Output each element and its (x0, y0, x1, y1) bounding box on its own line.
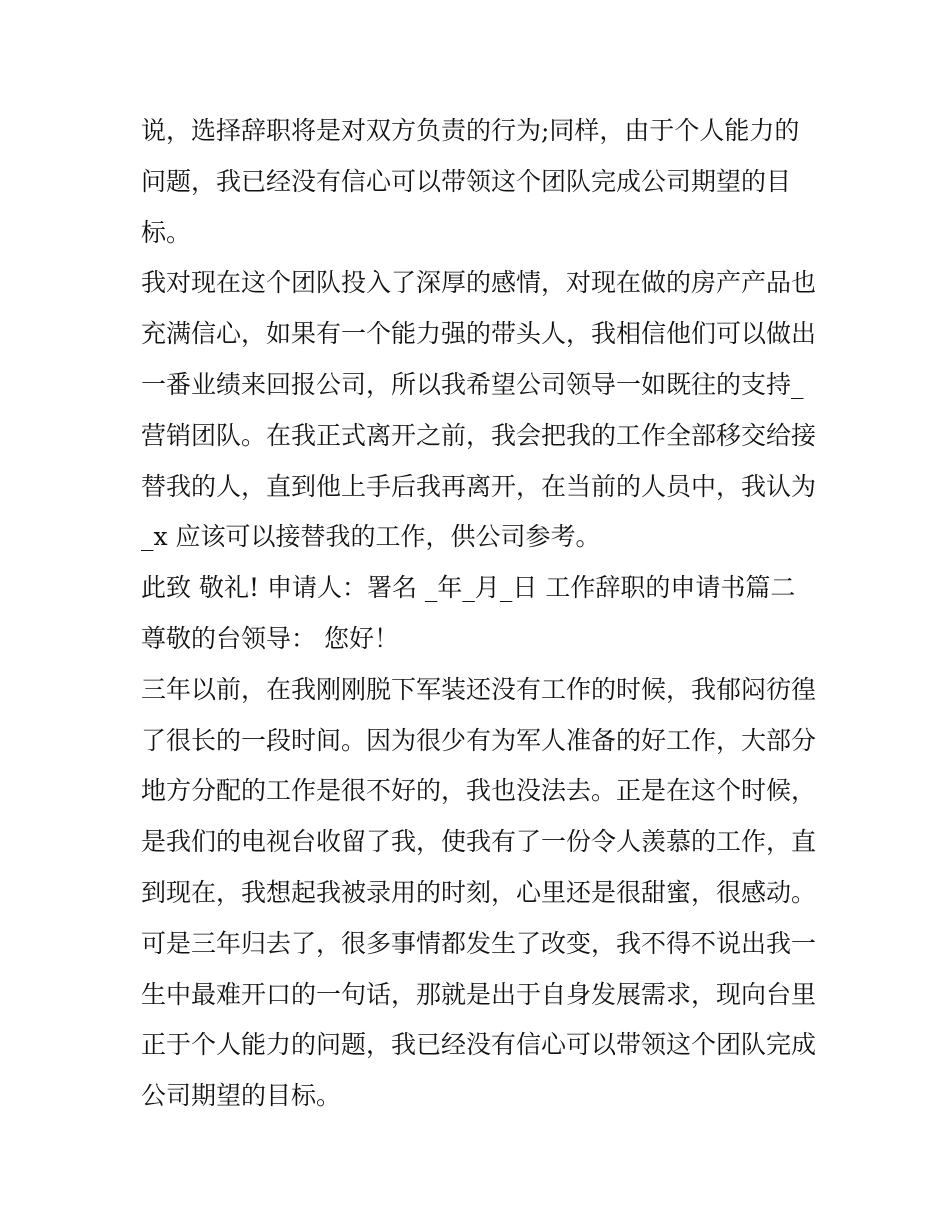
text-line: 生中最难开口的一句话，那就是出于自身发展需求，现向台里 (141, 979, 817, 1009)
text-line: 是我们的电视台收留了我，使我有了一份令人羡慕的工作，直 (141, 827, 817, 857)
text-line: 此致 敬礼! 申请人：署名 _年_月_日 工作辞职的申请书篇二 (141, 573, 796, 603)
text-line: 替我的人，直到他上手后我再离开，在当前的人员中，我认为 (141, 471, 817, 501)
text-line: 问题，我已经没有信心可以带领这个团队完成公司期望的目 (141, 166, 792, 196)
text-line: 到现在，我想起我被录用的时刻，心里还是很甜蜜，很感动。 (141, 877, 817, 907)
text-line: 了很长的一段时间。因为很少有为军人准备的好工作，大部分 (141, 725, 817, 755)
text-line: 正于个人能力的问题，我已经没有信心可以带领这个团队完成 (141, 1030, 817, 1060)
document-body (141, 106, 821, 1122)
text-line: 地方分配的工作是很不好的，我也没法去。正是在这个时候， (141, 776, 817, 806)
text-line: 充满信心，如果有一个能力强的带头人，我相信他们可以做出 (141, 319, 817, 349)
text-line: 公司期望的目标。 (141, 1081, 342, 1111)
text-line: 说，选择辞职将是对双方负责的行为;同样，由于个人能力的 (141, 116, 800, 145)
text-line: 可是三年归去了，很多事情都发生了改变，我不得不说出我一 (141, 928, 817, 958)
text-line: 一番业绩来回报公司，所以我希望公司领导一如既往的支持_ (141, 369, 804, 399)
text-line: 标。 (141, 217, 192, 247)
text-line: _x 应该可以接替我的工作，供公司参考。 (141, 522, 601, 552)
text-line: 我对现在这个团队投入了深厚的感情，对现在做的房产产品也 (141, 268, 817, 298)
text-line: 营销团队。在我正式离开之前，我会把我的工作全部移交给接 (141, 420, 817, 450)
text-line: 三年以前，在我刚刚脱下军装还没有工作的时候，我郁闷彷徨 (141, 674, 817, 704)
text-line: 尊敬的台领导： 您好！ (141, 623, 399, 653)
